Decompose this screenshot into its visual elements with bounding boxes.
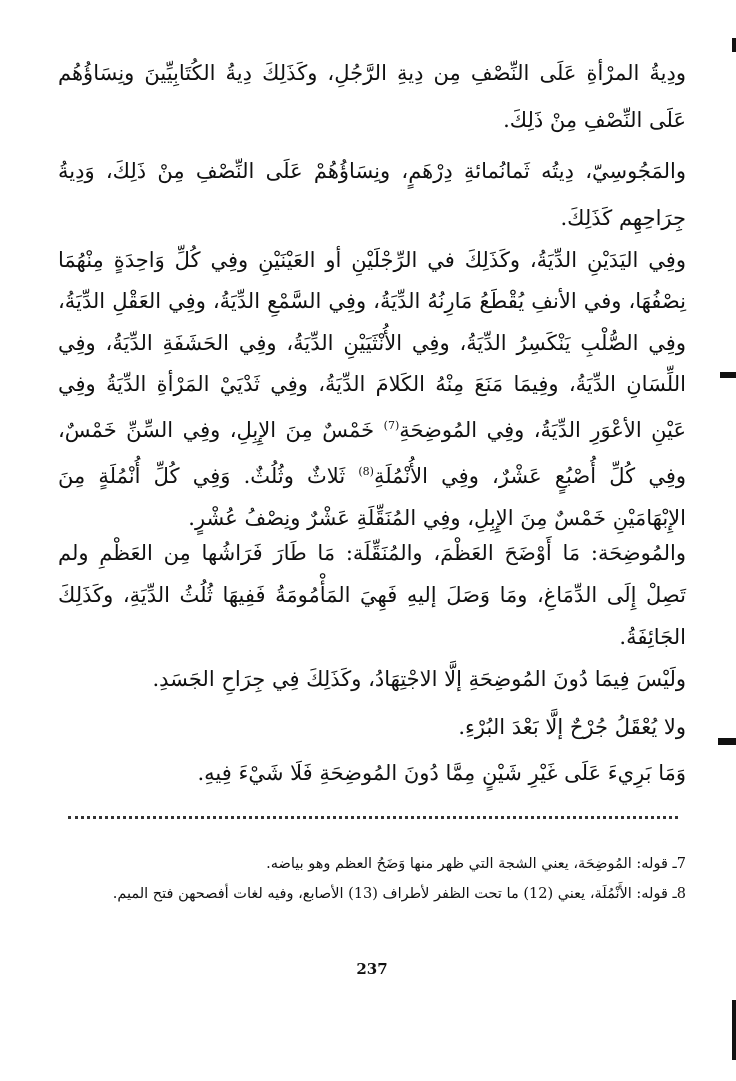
paragraph-definitions: والمُوضِحَة: مَا أَوْضَحَ العَظْمَ، والمُنَقِّلَة: مَا طَارَ فَرَاشُها مِن العَظْمِ ولم تَصِلْ إِلَى الدِّمَاغِ، ومَا وَصَلَ إليهِ فَهِيَ المَأْمُومَةُ فَفِيهَا ثُلُثُ الدِّيَةِ، وكَذَلِكَ الجَائِفَةُ. (58, 541, 686, 649)
scan-edge-mark (732, 1000, 736, 1060)
scan-edge-mark (732, 38, 736, 52)
scan-edge-mark (718, 738, 736, 745)
footnote-ref-8: (8) (358, 465, 374, 479)
footnote-7: 7ـ قوله: المُوضِحَة، يعني الشجة التي ظهر منها وَضَحُ العظم وهو بياضه. (266, 856, 686, 872)
page-number: 237 (356, 960, 388, 978)
paragraph-limbs-text-start: وفِي اليَدَيْنِ الدِّيَةُ، وكَذَلِكَ في الرِّجْلَيْنِ أو العَيْنَيْنِ وفِي كُلِّ وَاحِدَةٍ مِنْهُمَا نِصْفُهَا، وفي الأنفِ يُقْطَعُ مَارِنُهُ الدِّيَةُ، وفِي السَّمْعِ الدِّيَةُ، وفِي العَقْلِ الدِّيَةُ، وفِي الصُّلْبِ يَنْكَسِرُ الدِّيَةُ، وفِي الأُنْثَيَيْنِ الدِّيَةُ، وفِي الحَشَفَةِ الدِّيَةُ، وفِي اللِّسَانِ الدِّيَةُ، وفِيمَا مَنَعَ مِنْهُ الكَلامَ الدِّيَةُ، وفِي ثَدْيَيْ المَرْأةِ الدِّيَةُ وفِي عَيْنِ الأعْوَرِ الدِّيَةُ، وفِي المُوضِحَةِ (58, 248, 687, 443)
footnote-ref-7: (7) (383, 419, 400, 433)
paragraph-limbs-diya (58, 240, 686, 539)
paragraph-majusi-diya: والمَجُوسِيّ، دِيتُه ثَمانُمائةِ دِرْهَمٍ، ونِسَاؤُهُمْ عَلَى النِّصْفِ مِنْ ذَلِكَ، وَدِيةُ جِرَاحِهِم كَذَلِكَ. (58, 159, 686, 230)
paragraph-healing: ولا يُعْقَلُ جُرْحٌ إلَّا بَعْدَ البُرْءِ. (458, 715, 686, 739)
footnote-separator (68, 816, 678, 819)
paragraph-ijtihad: ولَيْسَ فِيمَا دُونَ المُوضِحَةِ إلَّا الاجْتِهَادُ، وكَذَلِكَ فِي جِرَاحِ الجَسَدِ. (152, 667, 686, 691)
paragraph-limbs-text-end: ثَلاثٌ وثُلُثٌ. وَفِي كُلِّ أُنْمُلَةٍ مِنَ الإِبْهَامَيْنِ خَمْسٌ مِنَ الإِبِلِ، وفِي المُنَقِّلَةِ عَشْرٌ ونِصْفُ عُشْرٍ. (58, 464, 686, 530)
paragraph-woman-diya: ودِيةُ المرْأةِ عَلَى النِّصْفِ مِن دِيةِ الرَّجُلِ، وكَذَلِكَ دِيةُ الكُتَابِيِّينَ ونِسَاؤُهُم عَلَى النِّصْفِ مِنْ ذَلِكَ. (58, 61, 686, 132)
paragraph-limbs-text-middle: خَمْسٌ مِنَ الإِبِلِ، وفِي السِّنِّ خَمْسٌ، وفِي كُلِّ أُصْبُعٍ عَشْرٌ، وفِي الأُنْمُلَةِ (58, 418, 686, 489)
scan-edge-mark (720, 372, 736, 378)
footnote-8: 8ـ قوله: الأَنْمُلَة، يعني (12) ما تحت الظفر لأطراف (13) الأصابع، وفيه لغات أفصحهن فتح الميم. (112, 886, 686, 902)
paragraph-no-scar: وَمَا بَرِيءَ عَلَى غَيْرِ شَيْنٍ مِمَّا دُونَ المُوضِحَةِ فَلَا شَيْءَ فِيهِ. (197, 761, 686, 785)
